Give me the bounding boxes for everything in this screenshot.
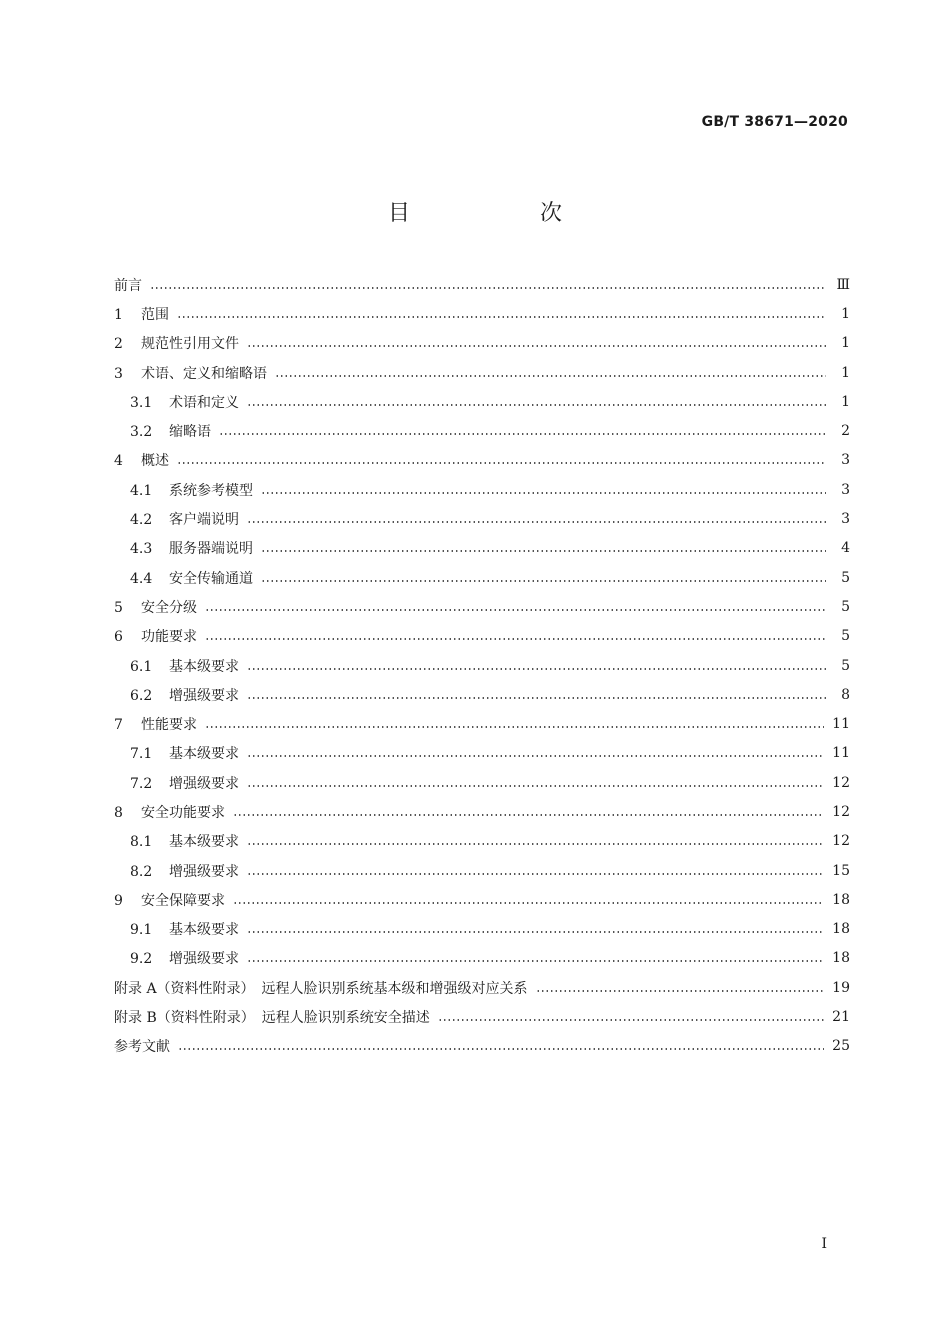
page-title: 目 次 — [387, 201, 616, 226]
dot-leader — [536, 990, 825, 992]
toc-entry-page: 1 — [841, 305, 850, 322]
toc-entry-title: 前言 — [114, 277, 142, 294]
dot-leader — [261, 492, 826, 494]
toc-entry[interactable] — [114, 358, 850, 387]
toc-entry-number: 5 — [114, 599, 123, 616]
toc-entry-page: 4 — [841, 540, 850, 557]
standard-code: GB/T 38671—2020 — [701, 114, 848, 130]
toc-entry-label — [114, 363, 267, 383]
toc-entry-title: 客户端说明 — [169, 512, 239, 529]
toc-entry-title: 安全功能要求 — [141, 804, 225, 821]
toc-entry-number: 6.1 — [130, 658, 153, 675]
toc-entry-number: 4.3 — [130, 541, 153, 558]
toc-entry-title: 规范性引用文件 — [141, 336, 239, 353]
toc-entry-title: 增强级要求 — [169, 863, 239, 880]
toc-entry-title: 安全保障要求 — [141, 892, 225, 909]
toc-entry[interactable] — [114, 827, 850, 856]
toc-entry-label — [114, 333, 239, 353]
toc-entry-number: 1 — [114, 306, 123, 323]
dot-leader — [205, 726, 824, 728]
toc-entry-number: 8 — [114, 804, 123, 821]
toc-entry-label — [130, 861, 239, 881]
toc-entry-title: 范围 — [141, 306, 169, 323]
toc-entry[interactable] — [114, 1032, 850, 1061]
toc-entry[interactable] — [114, 651, 850, 680]
toc-entry-number: 6 — [114, 629, 123, 646]
toc-entry-page: 12 — [832, 833, 850, 850]
toc-entry-label — [130, 538, 253, 558]
toc-entry[interactable] — [114, 1002, 850, 1031]
toc-entry[interactable] — [114, 944, 850, 973]
dot-leader — [261, 580, 826, 582]
toc-entry-number: 7.1 — [130, 746, 153, 763]
toc-entry-label — [114, 304, 169, 324]
toc-entry-page: 11 — [832, 716, 850, 733]
page-number: I — [821, 1236, 827, 1252]
toc-entry-page: 5 — [841, 569, 850, 586]
toc-entry-number: 9.1 — [130, 922, 153, 939]
toc-entry-title: 功能要求 — [141, 629, 197, 646]
toc-entry-number: 3 — [114, 365, 123, 382]
dot-leader — [438, 1019, 824, 1021]
toc-entry-label — [114, 626, 197, 646]
toc-entry[interactable] — [114, 299, 850, 328]
toc-entry-page: 18 — [832, 950, 850, 967]
dot-leader — [177, 316, 826, 318]
toc-entry-title: 安全分级 — [141, 599, 197, 616]
dot-leader — [247, 668, 826, 670]
dot-leader — [275, 375, 826, 377]
toc-entry-label — [130, 685, 239, 705]
dot-leader — [178, 1048, 824, 1050]
toc-entry-page: 11 — [832, 745, 850, 762]
toc-entry-label — [114, 978, 528, 998]
toc-entry-label — [114, 802, 225, 822]
toc-entry-page: 3 — [841, 511, 850, 528]
toc-entry-page: 21 — [832, 1009, 850, 1026]
toc-entry[interactable] — [114, 856, 850, 885]
toc-entry-title: 服务器端说明 — [169, 541, 253, 558]
toc-entry[interactable] — [114, 973, 850, 1002]
toc-entry[interactable] — [114, 446, 850, 475]
toc-entry-page: 15 — [832, 862, 850, 879]
dot-leader — [177, 462, 826, 464]
dot-leader — [150, 287, 826, 289]
toc-entry-label — [130, 948, 239, 968]
dot-leader — [247, 785, 824, 787]
toc-entry-title: 概述 — [141, 453, 169, 470]
toc-entry[interactable] — [114, 387, 850, 416]
toc-entry-number: 4.4 — [130, 570, 153, 587]
toc-entry-page: 19 — [832, 979, 850, 996]
toc-entry-page: 1 — [841, 364, 850, 381]
dot-leader — [233, 814, 824, 816]
toc-entry[interactable] — [114, 504, 850, 533]
toc-entry-label — [130, 773, 239, 793]
toc-entry-title: 基本级要求 — [169, 834, 239, 851]
toc-entry-title: 基本级要求 — [169, 658, 239, 675]
dot-leader — [247, 697, 826, 699]
toc-entry-number: 4.2 — [130, 512, 153, 529]
toc-entry-title: 基本级要求 — [169, 922, 239, 939]
toc-entry-page: 1 — [841, 393, 850, 410]
toc-entry-page: 3 — [841, 452, 850, 469]
toc-entry-number: 4 — [114, 453, 123, 470]
toc-entry-number: 3.1 — [130, 394, 153, 411]
dot-leader — [205, 638, 826, 640]
toc-entry-title: 安全传输通道 — [169, 570, 253, 587]
toc-entry-page: 5 — [841, 598, 850, 615]
toc-entry[interactable] — [114, 915, 850, 944]
toc-entry-label — [114, 714, 197, 734]
toc-entry-number: 9.2 — [130, 951, 153, 968]
toc-entry-page: 12 — [832, 803, 850, 820]
toc-entry[interactable] — [114, 329, 850, 358]
toc-entry-label — [114, 1007, 430, 1027]
toc-entry-title: 系统参考模型 — [169, 482, 253, 499]
toc-entry-label — [114, 890, 225, 910]
toc-entry-title: 增强级要求 — [169, 951, 239, 968]
toc-entry-title: 术语和定义 — [169, 394, 239, 411]
dot-leader — [247, 931, 824, 933]
toc-entry-number: 2 — [114, 336, 123, 353]
toc-entry-page: Ⅲ — [836, 276, 850, 293]
toc-entry-number: 9 — [114, 892, 123, 909]
toc-entry-label — [130, 831, 239, 851]
dot-leader — [247, 960, 824, 962]
toc-entry[interactable] — [114, 709, 850, 738]
toc-entry-number: 7 — [114, 717, 123, 734]
dot-leader — [247, 843, 824, 845]
table-of-contents — [114, 270, 850, 1061]
toc-entry[interactable] — [114, 592, 850, 621]
dot-leader — [247, 755, 824, 757]
toc-entry-label — [130, 509, 239, 529]
dot-leader — [233, 902, 824, 904]
dot-leader — [247, 521, 826, 523]
toc-entry-page: 18 — [832, 921, 850, 938]
toc-entry[interactable] — [114, 768, 850, 797]
dot-leader — [247, 873, 824, 875]
toc-entry-title: 性能要求 — [141, 717, 197, 734]
toc-entry-page: 5 — [841, 628, 850, 645]
toc-entry-title: 附录 A（资料性附录） 远程人脸识别系统基本级和增强级对应关系 — [114, 980, 528, 997]
toc-entry[interactable] — [114, 680, 850, 709]
dot-leader — [261, 550, 826, 552]
dot-leader — [247, 404, 826, 406]
toc-entry[interactable] — [114, 534, 850, 563]
toc-entry-number: 4.1 — [130, 482, 153, 499]
toc-entry-number: 8.1 — [130, 834, 153, 851]
toc-entry-label — [130, 568, 253, 588]
toc-entry-title: 缩略语 — [169, 424, 211, 441]
toc-entry-label — [114, 450, 169, 470]
toc-entry[interactable] — [114, 475, 850, 504]
toc-entry-page: 1 — [841, 335, 850, 352]
toc-entry-title: 附录 B（资料性附录） 远程人脸识别系统安全描述 — [114, 1010, 430, 1027]
dot-leader — [205, 609, 826, 611]
toc-entry-page: 25 — [832, 1038, 850, 1055]
toc-entry[interactable] — [114, 797, 850, 826]
toc-entry[interactable] — [114, 739, 850, 768]
toc-entry-title: 术语、定义和缩略语 — [141, 365, 267, 382]
toc-entry-label — [114, 1036, 170, 1056]
toc-entry-label — [114, 597, 197, 617]
toc-entry-number: 8.2 — [130, 863, 153, 880]
toc-entry-title: 增强级要求 — [169, 687, 239, 704]
toc-entry-title: 参考文献 — [114, 1039, 170, 1056]
toc-entry-number: 6.2 — [130, 687, 153, 704]
toc-entry[interactable] — [114, 622, 850, 651]
toc-entry-title: 基本级要求 — [169, 746, 239, 763]
toc-entry-number: 7.2 — [130, 775, 153, 792]
toc-entry[interactable] — [114, 270, 850, 299]
toc-entry-title: 增强级要求 — [169, 775, 239, 792]
toc-entry[interactable] — [114, 885, 850, 914]
toc-entry-page: 8 — [841, 686, 850, 703]
toc-entry-page: 2 — [841, 423, 850, 440]
toc-entry-label — [130, 743, 239, 763]
dot-leader — [219, 433, 826, 435]
toc-entry-label — [130, 421, 211, 441]
toc-entry-page: 18 — [832, 891, 850, 908]
toc-entry-label — [130, 392, 239, 412]
toc-entry-label — [130, 656, 239, 676]
toc-entry[interactable] — [114, 563, 850, 592]
toc-entry-page: 12 — [832, 774, 850, 791]
dot-leader — [247, 345, 826, 347]
toc-entry[interactable] — [114, 416, 850, 445]
toc-entry-label — [114, 275, 142, 295]
toc-entry-label — [130, 480, 253, 500]
toc-entry-number: 3.2 — [130, 424, 153, 441]
toc-entry-page: 3 — [841, 481, 850, 498]
toc-entry-page: 5 — [841, 657, 850, 674]
toc-entry-label — [130, 919, 239, 939]
